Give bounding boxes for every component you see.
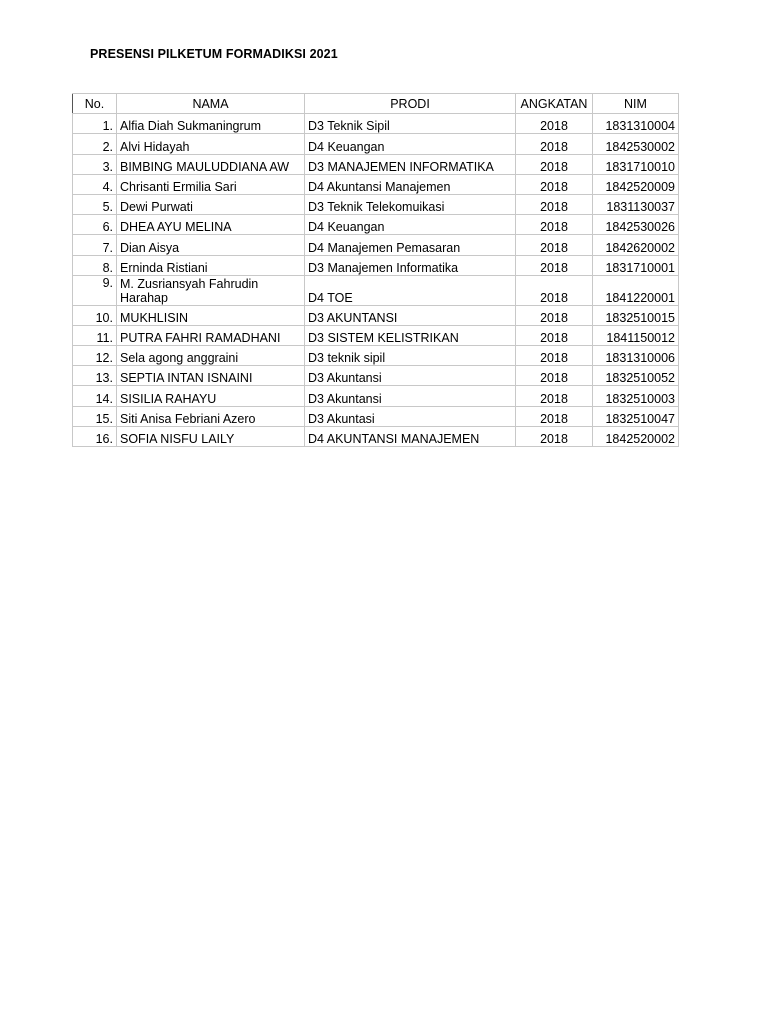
cell-no: 14. <box>73 386 117 406</box>
cell-no: 11. <box>73 325 117 345</box>
cell-no: 6. <box>73 215 117 235</box>
cell-prodi: D3 SISTEM KELISTRIKAN <box>305 325 516 345</box>
table-row <box>73 154 679 174</box>
cell-no: 16. <box>73 426 117 446</box>
header-nama: NAMA <box>117 94 305 114</box>
cell-no: 15. <box>73 406 117 426</box>
cell-no: 4. <box>73 174 117 194</box>
cell-nim: 1842530002 <box>593 134 679 154</box>
cell-angkatan: 2018 <box>516 215 593 235</box>
table-row <box>73 305 679 325</box>
cell-no: 5. <box>73 194 117 214</box>
cell-prodi: D4 Manajemen Pemasaran <box>305 235 516 255</box>
cell-nim: 1831710001 <box>593 255 679 275</box>
cell-nama: SEPTIA INTAN ISNAINI <box>117 366 305 386</box>
cell-nim: 1831130037 <box>593 194 679 214</box>
cell-no: 10. <box>73 305 117 325</box>
cell-nama: DHEA AYU MELINA <box>117 215 305 235</box>
table-row <box>73 255 679 275</box>
cell-prodi: D4 Keuangan <box>305 134 516 154</box>
cell-nama: Sela agong anggraini <box>117 346 305 366</box>
cell-nama: Erninda Ristiani <box>117 255 305 275</box>
cell-angkatan: 2018 <box>516 114 593 134</box>
cell-nama: Siti Anisa Febriani Azero <box>117 406 305 426</box>
cell-angkatan: 2018 <box>516 366 593 386</box>
document-title: PRESENSI PILKETUM FORMADIKSI 2021 <box>90 47 338 61</box>
cell-nama: M. Zusriansyah Fahrudin Harahap <box>117 275 305 305</box>
cell-angkatan: 2018 <box>516 386 593 406</box>
cell-nim: 1842620002 <box>593 235 679 255</box>
cell-nim: 1831310004 <box>593 114 679 134</box>
cell-no: 12. <box>73 346 117 366</box>
table-header-row <box>73 94 679 114</box>
cell-angkatan: 2018 <box>516 174 593 194</box>
cell-nama: Dewi Purwati <box>117 194 305 214</box>
cell-prodi: D4 Keuangan <box>305 215 516 235</box>
cell-nim: 1842520009 <box>593 174 679 194</box>
header-angkatan: ANGKATAN <box>516 94 593 114</box>
table-row <box>73 174 679 194</box>
cell-prodi: D3 teknik sipil <box>305 346 516 366</box>
cell-prodi: D3 Manajemen Informatika <box>305 255 516 275</box>
cell-angkatan: 2018 <box>516 255 593 275</box>
cell-angkatan: 2018 <box>516 194 593 214</box>
cell-angkatan: 2018 <box>516 235 593 255</box>
header-prodi: PRODI <box>305 94 516 114</box>
cell-prodi: D4 Akuntansi Manajemen <box>305 174 516 194</box>
cell-nim: 1842530026 <box>593 215 679 235</box>
cell-nim: 1831310006 <box>593 346 679 366</box>
cell-angkatan: 2018 <box>516 346 593 366</box>
cell-prodi: D4 TOE <box>305 275 516 305</box>
cell-no: 8. <box>73 255 117 275</box>
cell-nama: PUTRA FAHRI RAMADHANI <box>117 325 305 345</box>
table-row <box>73 235 679 255</box>
cell-nim: 1841150012 <box>593 325 679 345</box>
cell-no: 13. <box>73 366 117 386</box>
table-row <box>73 194 679 214</box>
cell-angkatan: 2018 <box>516 305 593 325</box>
cell-nim: 1831710010 <box>593 154 679 174</box>
cell-nama: Alvi Hidayah <box>117 134 305 154</box>
cell-prodi: D3 MANAJEMEN INFORMATIKA <box>305 154 516 174</box>
cell-prodi: D3 Akuntansi <box>305 386 516 406</box>
cell-no: 2. <box>73 134 117 154</box>
cell-no: 7. <box>73 235 117 255</box>
cell-nama: SOFIA NISFU LAILY <box>117 426 305 446</box>
cell-no: 3. <box>73 154 117 174</box>
cell-no: 1. <box>73 114 117 134</box>
cell-nama: Alfia Diah Sukmaningrum <box>117 114 305 134</box>
cell-angkatan: 2018 <box>516 426 593 446</box>
header-nim: NIM <box>593 94 679 114</box>
cell-nim: 1832510003 <box>593 386 679 406</box>
cell-angkatan: 2018 <box>516 154 593 174</box>
header-no: No. <box>73 94 117 114</box>
table-row <box>73 134 679 154</box>
table-row <box>73 426 679 446</box>
cell-nama: Chrisanti Ermilia Sari <box>117 174 305 194</box>
cell-prodi: D4 AKUNTANSI MANAJEMEN <box>305 426 516 446</box>
cell-angkatan: 2018 <box>516 325 593 345</box>
table-row <box>73 366 679 386</box>
cell-angkatan: 2018 <box>516 406 593 426</box>
cell-angkatan: 2018 <box>516 275 593 305</box>
cell-nama: SISILIA RAHAYU <box>117 386 305 406</box>
table-row <box>73 325 679 345</box>
cell-no: 9. <box>73 275 117 305</box>
cell-nama: BIMBING MAULUDDIANA AW <box>117 154 305 174</box>
cell-prodi: D3 AKUNTANSI <box>305 305 516 325</box>
cell-nim: 1832510052 <box>593 366 679 386</box>
attendance-table <box>72 93 679 447</box>
cell-nim: 1841220001 <box>593 275 679 305</box>
cell-prodi: D3 Akuntasi <box>305 406 516 426</box>
table-row <box>73 346 679 366</box>
cell-prodi: D3 Akuntansi <box>305 366 516 386</box>
cell-nim: 1832510047 <box>593 406 679 426</box>
cell-nim: 1832510015 <box>593 305 679 325</box>
cell-nim: 1842520002 <box>593 426 679 446</box>
cell-prodi: D3 Teknik Sipil <box>305 114 516 134</box>
table-row <box>73 386 679 406</box>
cell-prodi: D3 Teknik Telekomuikasi <box>305 194 516 214</box>
table-row <box>73 114 679 134</box>
table-row <box>73 406 679 426</box>
cell-angkatan: 2018 <box>516 134 593 154</box>
cell-nama: Dian Aisya <box>117 235 305 255</box>
cell-nama: MUKHLISIN <box>117 305 305 325</box>
table-row <box>73 215 679 235</box>
table-row <box>73 275 679 305</box>
